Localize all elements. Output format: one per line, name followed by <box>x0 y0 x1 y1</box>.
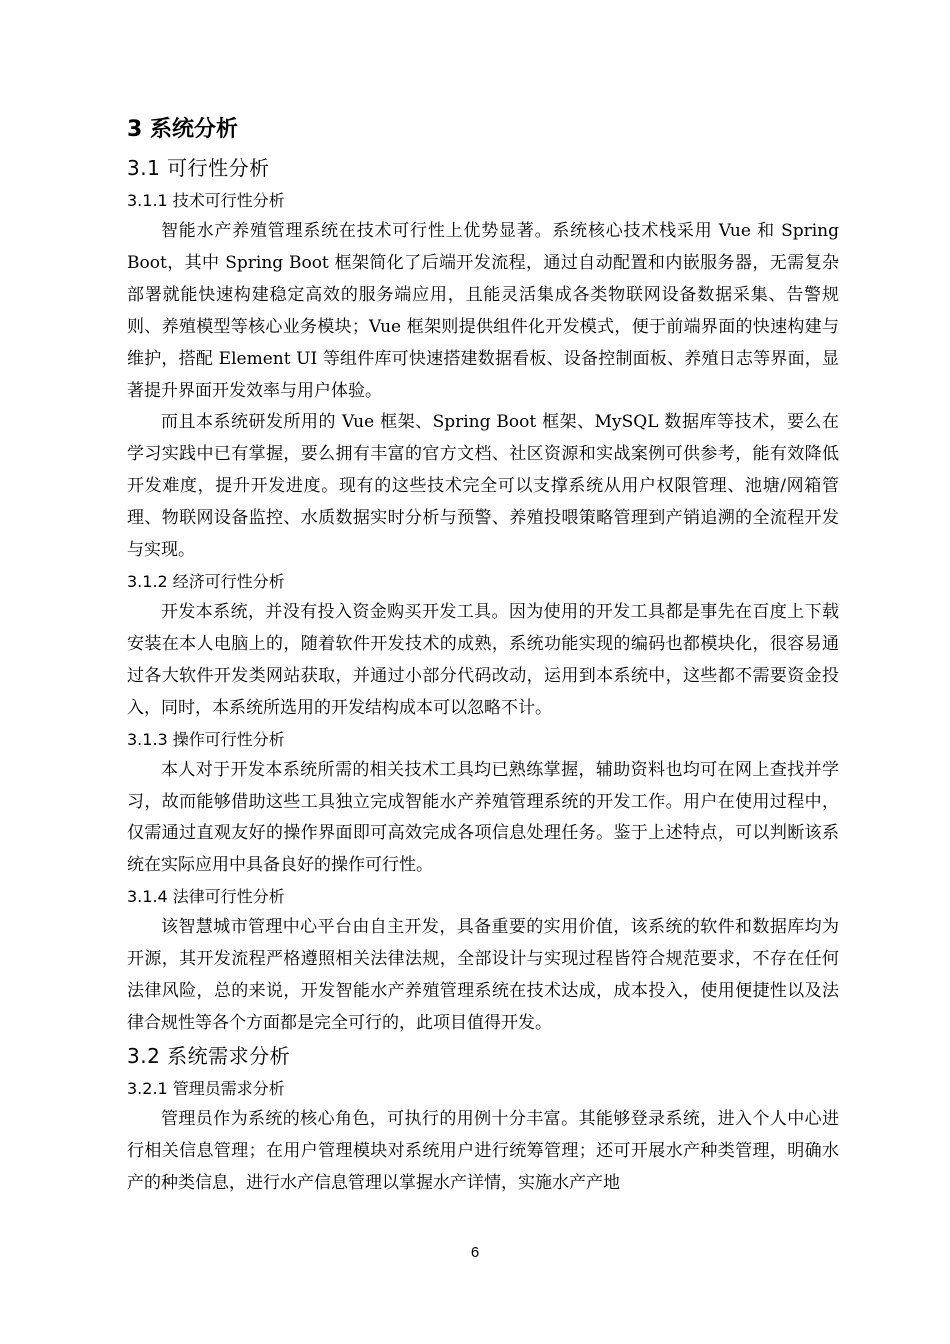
subsection-title: 3.1.3 操作可行性分析 <box>127 729 285 749</box>
subsection-title: 3.1.1 技术可行性分析 <box>127 191 285 210</box>
page-number: 6 <box>470 1244 480 1261</box>
subsection-title: 3.1.2 经济可行性分析 <box>127 571 285 591</box>
section-title: 3.1 可行性分析 <box>127 156 270 180</box>
subsection-title: 3.1.4 法律可行性分析 <box>127 887 285 907</box>
paragraph: 该智慧城市管理中心平台由自主开发，具备重要的实用价值，该系统的软件和数据库均为开源，其开发流程严格遵照相关法律法规，全部设计与实现过程皆符合规范要求，不存在任何法律风险，总的来说，开发智能水产养殖管理系统在技术达成，成本投入，使用便捷性以及法律合规性等各个方面都是完全可行的，此项目值得开发。 <box>127 917 839 1033</box>
section-title: 3.2 系统需求分析 <box>127 1043 291 1068</box>
chapter-title: 3 系统分析 <box>127 117 238 142</box>
paragraph: 智能水产养殖管理系统在技术可行性上优势显著。系统核心技术栈采用 Vue 和 Spring Boot，其中 Spring Boot 框架简化了后端开发流程，通过自动配置和内嵌服务器，无需复杂部署就能快速构建稳定高效的服务端应用，且能灵活集成各类物联网设备数据采集、告警规则、养殖模型等核心业务模块；Vue 框架则提供组件化开发模式，便于前端界面的快速构建与维护，搭配 Element UI 等组件库可快速搭建数据看板、设备控制面板、养殖日志等界面，显著提升界面开发效率与用户体验。 <box>127 221 839 401</box>
paragraph: 管理员作为系统的核心角色，可执行的用例十分丰富。其能够登录系统，进入个人中心进行相关信息管理；在用户管理模块对系统用户进行统筹管理；还可开展水产种类管理，明确水产的种类信息，进行水产信息管理以掌握水产详情，实施水产产地 <box>127 1108 839 1193</box>
paragraph: 而且本系统研发所用的 Vue 框架、Spring Boot 框架、MySQL 数据库等技术，要么在学习实践中已有掌握，要么拥有丰富的官方文档、社区资源和实战案例可供参考，能有效降低开发难度，提升开发进度。现有的这些技术完全可以支撑系统从用户权限管理、池塘/网箱管理、物联网设备监控、水质数据实时分析与预警、养殖投喂策略管理到产销追溯的全流程开发与实现。 <box>127 412 839 561</box>
subsection-title: 3.2.1 管理员需求分析 <box>127 1078 285 1098</box>
paragraph: 本人对于开发本系统所需的相关技术工具均已熟练掌握，辅助资料也均可在网上查找并学习，故而能够借助这些工具独立完成智能水产养殖管理系统的开发工作。用户在使用过程中，仅需通过直观友好的操作界面即可高效完成各项信息处理任务。鉴于上述特点，可以判断该系统在实际应用中具备良好的操作可行性。 <box>127 759 839 876</box>
paragraph: 开发本系统，并没有投入资金购买开发工具。因为使用的开发工具都是事先在百度上下载安装在本人电脑上的，随着软件开发技术的成熟，系统功能实现的编码也都模块化，很容易通过各大软件开发类网站获取，并通过小部分代码改动，运用到本系统中，这些都不需要资金投入，同时，本系统所选用的开发结构成本可以忽略不计。 <box>127 601 839 718</box>
page-content <box>127 112 839 1200</box>
